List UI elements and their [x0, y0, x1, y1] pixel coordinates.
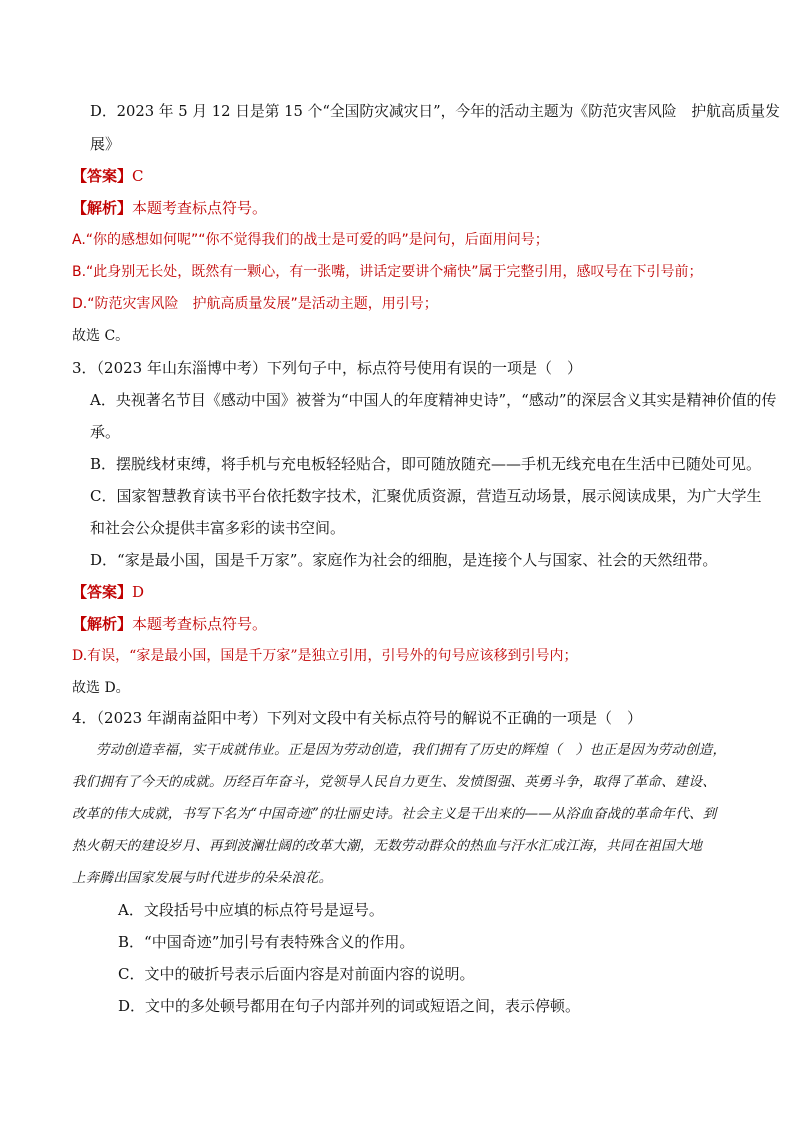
- q4-passage-line4: 热火朝天的建设岁月、再到波澜壮阔的改革大潮，无数劳动群众的热血与汗水汇成江海，共同在祖国大地: [72, 838, 703, 854]
- q2-note-d: D.“防范灾害风险 护航高质量发展”是活动主题，用引号；: [72, 296, 438, 312]
- q3-option-b: B．摆脱线材束缚，将手机与充电板轻轻贴合，即可随放随充——手机无线充电在生活中已随处可见。: [90, 455, 762, 473]
- q3-analysis: [72, 614, 267, 634]
- q3-note: D.有误，“家是最小国，国是千万家”是独立引用，引号外的句号应该移到引号内；: [72, 648, 578, 664]
- q4-passage-line1: 劳动创造幸福，实干成就伟业。正是因为劳动创造，我们拥有了历史的辉煌（ ）也正是因为劳动创造，: [96, 742, 727, 758]
- q3-option-d: D．“家是最小国，国是千万家”。家庭作为社会的细胞，是连接个人与国家、社会的天然纽带。: [90, 551, 718, 569]
- q2-answer: [72, 166, 144, 186]
- q3-option-a-line2: 承。: [90, 423, 121, 441]
- analysis-label: 【解析】: [72, 199, 133, 217]
- q2-option-d-line1: D．2023 年 5 月 12 日是第 15 个“全国防灾减灾日”，今年的活动主题为《防范灾害风险 护航高质量发: [90, 103, 780, 120]
- answer-value: D: [132, 583, 145, 601]
- q4-passage-line5: 上奔腾出国家发展与时代进步的朵朵浪花。: [72, 870, 333, 886]
- q4-passage-line3: 改革的伟大成就，书写下名为“中国奇迹”的壮丽史诗。社会主义是干出来的——从浴血奋战的革命年代、到: [72, 806, 717, 822]
- answer-label: 【答案】: [72, 167, 133, 185]
- q4-option-b: B．“中国奇迹”加引号有表特殊含义的作用。: [118, 933, 415, 951]
- q3-option-a-line1: A．央视著名节目《感动中国》被誉为“中国人的年度精神史诗”，“感动”的深层含义其实是精神价值的传: [90, 391, 777, 409]
- analysis-text: 本题考查标点符号。: [132, 615, 268, 633]
- analysis-text: 本题考查标点符号。: [132, 199, 268, 217]
- q4-option-a: A．文段括号中应填的标点符号是逗号。: [118, 901, 384, 919]
- analysis-label: 【解析】: [72, 615, 133, 633]
- q4-passage-line2: 我们拥有了今天的成就。历经百年奋斗，党领导人民自力更生、发愤图强、英勇斗争，取得了革命、建设、: [72, 774, 716, 790]
- q3-option-c-line1: C．国家智慧教育读书平台依托数字技术，汇聚优质资源，营造互动场景，展示阅读成果，为广大学生: [90, 487, 762, 505]
- q3-answer: [72, 582, 144, 602]
- q3-stem: 3．（2023 年山东淄博中考）下列句子中，标点符号使用有误的一项是（ ）: [72, 359, 582, 377]
- q2-option-d-line2: 展》: [90, 135, 121, 153]
- q3-conclusion: 故选 D。: [72, 680, 130, 696]
- q4-option-d: D．文中的多处顿号都用在句子内部并列的词或短语之间，表示停顿。: [118, 997, 581, 1015]
- q2-note-a: A.“你的感想如何呢”“你不觉得我们的战士是可爱的吗”是问句，后面用问号；: [72, 232, 549, 248]
- answer-label: 【答案】: [72, 583, 133, 601]
- q4-stem: 4．（2023 年湖南益阳中考）下列对文段中有关标点符号的解说不正确的一项是（ ）: [72, 709, 642, 727]
- q3-option-c-line2: 和社会公众提供丰富多彩的读书空间。: [90, 519, 346, 537]
- q2-analysis: [72, 198, 267, 218]
- q2-note-b: B.“此身别无长处，既然有一颗心，有一张嘴，讲话定要讲个痛快”属于完整引用，感叹号在下引号前；: [72, 264, 703, 280]
- q2-conclusion: 故选 C。: [72, 328, 130, 344]
- q4-option-c: C．文中的破折号表示后面内容是对前面内容的说明。: [118, 965, 475, 983]
- answer-value: C: [132, 167, 144, 185]
